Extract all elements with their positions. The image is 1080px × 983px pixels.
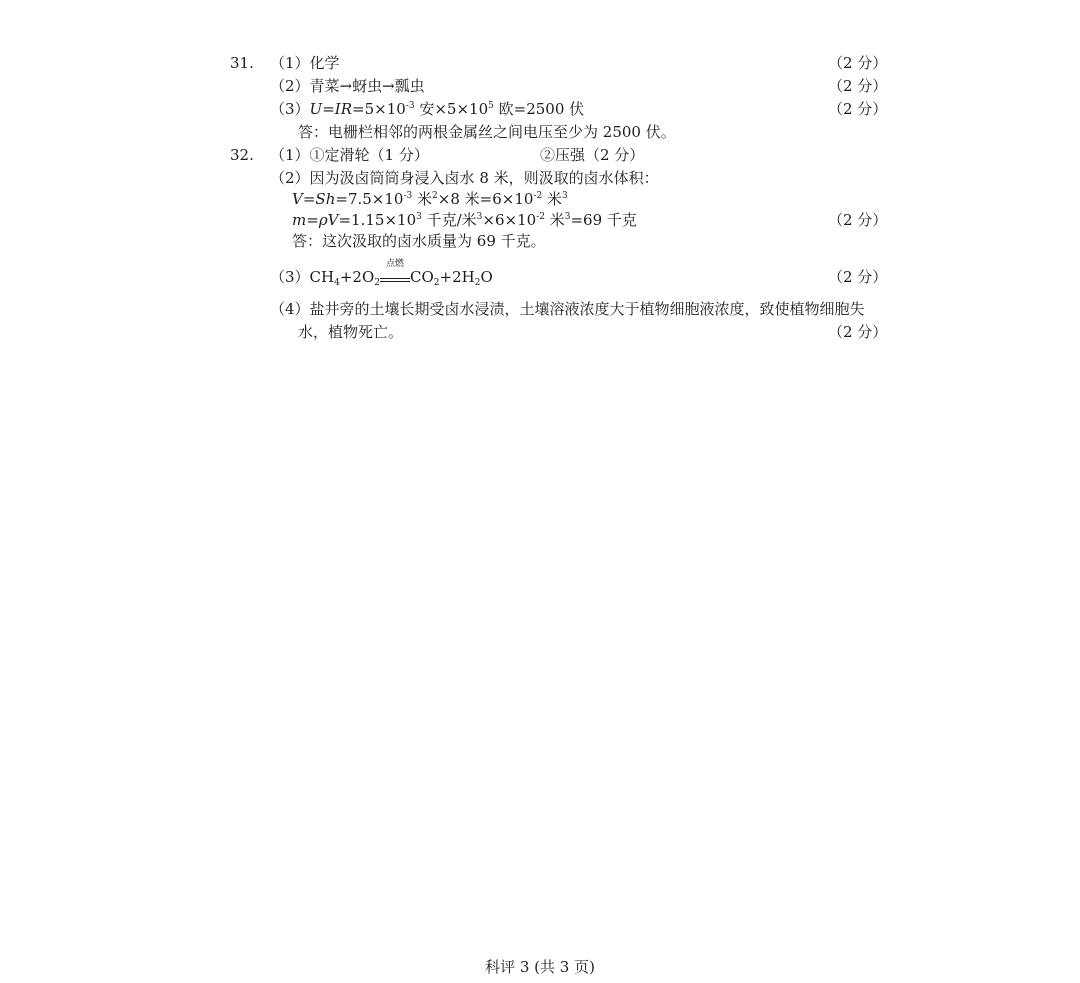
formula-text: = [322, 100, 335, 118]
q31-answer: 答：电栅栏相邻的两根金属丝之间电压至少为 2500 伏。 [298, 123, 676, 141]
subscript: 4 [334, 278, 340, 288]
part-label: （1） [270, 54, 310, 72]
formula-symbol: U [309, 100, 323, 118]
question-number: 32. [230, 146, 254, 164]
page-footer: 科评 3 (共 3 页) [485, 958, 595, 976]
part-label: （1） [270, 146, 310, 164]
formula-text: =7.5×10 [335, 190, 404, 208]
formula-symbol: IR [334, 100, 353, 118]
answer-text: ①定滑轮（1 分） [309, 146, 429, 164]
answer-text: 因为汲卤筒筒身浸入卤水 8 米，则汲取的卤水体积： [309, 169, 659, 187]
formula-symbol: S [315, 190, 326, 208]
exponent: 3 [476, 212, 483, 222]
chem-text: CH [309, 268, 335, 286]
formula-text: 米 [412, 190, 433, 208]
score: （2 分） [828, 77, 888, 95]
exponent: 3 [561, 191, 568, 201]
part-label: （2） [270, 77, 310, 95]
q31-part2 [270, 76, 425, 96]
formula-text: 安×5×10 [414, 100, 489, 118]
part-label: （4） [270, 300, 310, 318]
subscript: 2 [374, 278, 380, 288]
part-label: （2） [270, 169, 310, 187]
part-label: （3） [270, 268, 310, 286]
subscript: 2 [474, 278, 481, 288]
exponent: 3 [564, 212, 571, 222]
q32-answer: 答：这次汲取的卤水质量为 69 千克。 [292, 232, 546, 250]
answer-text: 盐井旁的土壤长期受卤水浸渍，土壤溶液浓度大于植物细胞液浓度，致使植物细胞失 [309, 300, 865, 318]
score: （2 分） [828, 100, 888, 118]
formula-text: 千克/米 [421, 211, 477, 229]
exponent: -3 [405, 101, 415, 111]
exponent: 5 [488, 101, 494, 111]
answer-text: ②压强（2 分） [540, 146, 645, 164]
exponent: 3 [416, 212, 422, 222]
formula-text: = [302, 190, 316, 208]
formula-text: 欧=2500 伏 [493, 100, 585, 118]
formula-text: =69 千克 [570, 211, 637, 229]
q32-part2 [270, 168, 659, 188]
formula-symbol: V [327, 211, 339, 229]
chem-text: +2H [439, 268, 475, 286]
formula-text: =5×10 [352, 100, 406, 118]
formula-symbol: V [292, 190, 303, 208]
answer-text: 化学 [309, 54, 340, 72]
subscript: 2 [433, 278, 440, 288]
chem-text: O [480, 268, 493, 286]
formula-text: ×6×10 [482, 211, 537, 229]
score: （2 分） [828, 323, 888, 341]
score: （2 分） [828, 211, 888, 229]
q32-formula-volume [292, 189, 568, 209]
q31-part1 [230, 53, 340, 73]
score: （2 分） [828, 268, 888, 286]
score: （2 分） [828, 54, 888, 72]
exponent: -2 [536, 212, 545, 222]
formula-symbol: h [325, 190, 336, 208]
q31-part3 [270, 99, 584, 119]
formula-text: 米 [544, 211, 565, 229]
exponent: -2 [533, 191, 543, 201]
q32-part3 [270, 259, 493, 288]
formula-symbol: m [292, 211, 307, 229]
formula-text: ×8 米=6×10 [437, 190, 534, 208]
part-label: （3） [270, 100, 310, 118]
equals-sign [380, 278, 410, 282]
formula-text: = [306, 211, 319, 229]
formula-symbol: ρ [318, 211, 328, 229]
condition-text: 点燃 [385, 259, 404, 269]
q32-formula-mass [292, 210, 637, 230]
exponent: -3 [403, 191, 413, 201]
answer-text: 水，植物死亡。 [298, 323, 404, 341]
chem-text: +2O [339, 268, 375, 286]
chem-text: CO [410, 268, 434, 286]
reaction-condition [380, 259, 410, 282]
question-number: 31. [230, 54, 254, 72]
q32-part4 [270, 299, 865, 319]
formula-text: 米 [542, 190, 562, 208]
formula-text: =1.15×10 [338, 211, 417, 229]
q32-part1 [230, 145, 429, 165]
exponent: 2 [432, 191, 438, 201]
answer-text: 青菜→蚜虫→瓢虫 [309, 77, 425, 95]
